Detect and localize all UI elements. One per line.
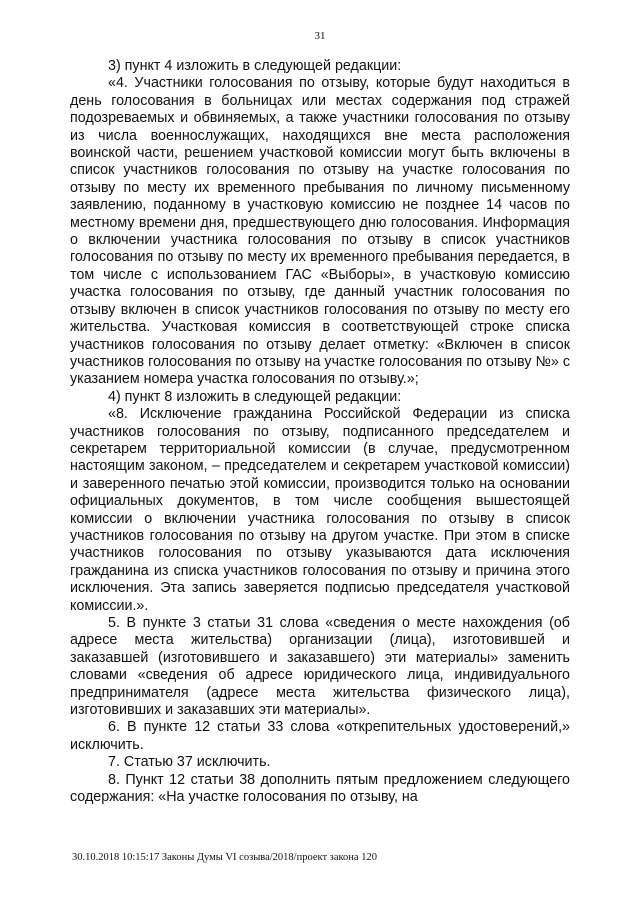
paragraph-point-8-text: «8. Исключение гражданина Российской Федерации из списка участников голосования по отзыву, подписанного председателем и секретарем территориальной комиссии (в случае, предусмотренном настоящим законом, – председателем и секретарем участковой комиссии) и заверенного печатью этой комиссии, производится только на основании официальных документов, в том числе сообщения вышестоящей комиссии о включении участника голосования по отзыву в список участников голосования по отзыву на другом участке. При этом в списке участников голосования по отзыву указываются дата исключения гражданина из списка участников голосования по отзыву и причина этого исключения. Эта запись заверяется подписью председателя участковой комиссии.». xyxy=(70,406,570,614)
paragraph-point-4-text: «4. Участники голосования по отзыву, которые будут находиться в день голосования в больницах или местах содержания под стражей подозреваемых и обвиняемых, а также участники голосования по отзыву из числа военнослужащих, находящихся вне места расположения воинской части, решением участковой комиссии могут быть включены в список участников голосования по отзыву на участке голосования по отзыву по месту их временного пребывания по личному письменному заявлению, поданному в участковую комиссию не позднее 14 часов по местному времени дня, предшествующего дню голосования. Информация о включении участника голосования по отзыву в список участников голосования по отзыву по месту их временного пребывания передается, в том числе с использованием ГАС «Выборы», в участковую комиссию участка голосования по отзыву, где данный участник голосования по отзыву включен в список участников голосования по отзыву по месту его жительства. Участковая комиссия в соответствующей строке списка участников голосования по отзыву делает отметку: «Включен в список участников голосования по отзыву на участке голосования по отзыву №» с указанием номера участка голосования по отзыву.»; xyxy=(70,75,570,388)
paragraph-item-6: 6. В пункте 12 статьи 33 слова «открепительных удостоверений,» исключить. xyxy=(70,719,570,753)
paragraph-item-8: 8. Пункт 12 статьи 38 дополнить пятым предложением следующего содержания: «На участке голосования по отзыву, на xyxy=(70,771,570,806)
paragraph-item-4-header: 4) пункт 8 изложить в следующей редакции: xyxy=(108,388,402,405)
document-body xyxy=(70,58,570,806)
page-number: 31 xyxy=(314,30,326,42)
document-footer: 30.10.2018 10:15:17 Законы Думы VI созыва/2018/проект закона 120 xyxy=(72,852,377,863)
paragraph-item-3-header: 3) пункт 4 изложить в следующей редакции: xyxy=(108,58,402,74)
paragraph-item-7: 7. Статью 37 исключить. xyxy=(108,754,271,771)
paragraph-item-5: 5. В пункте 3 статьи 31 слова «сведения о месте нахождения (об адресе места жительства) организации (лица), изготовившей и заказавшей (изготовившего и заказавшего) эти материалы» заменить словами «сведения об адресе юридического лица, индивидуального предпринимателя (адресе места жительства физического лица), изготовивших и заказавших эти материалы». xyxy=(70,615,570,719)
